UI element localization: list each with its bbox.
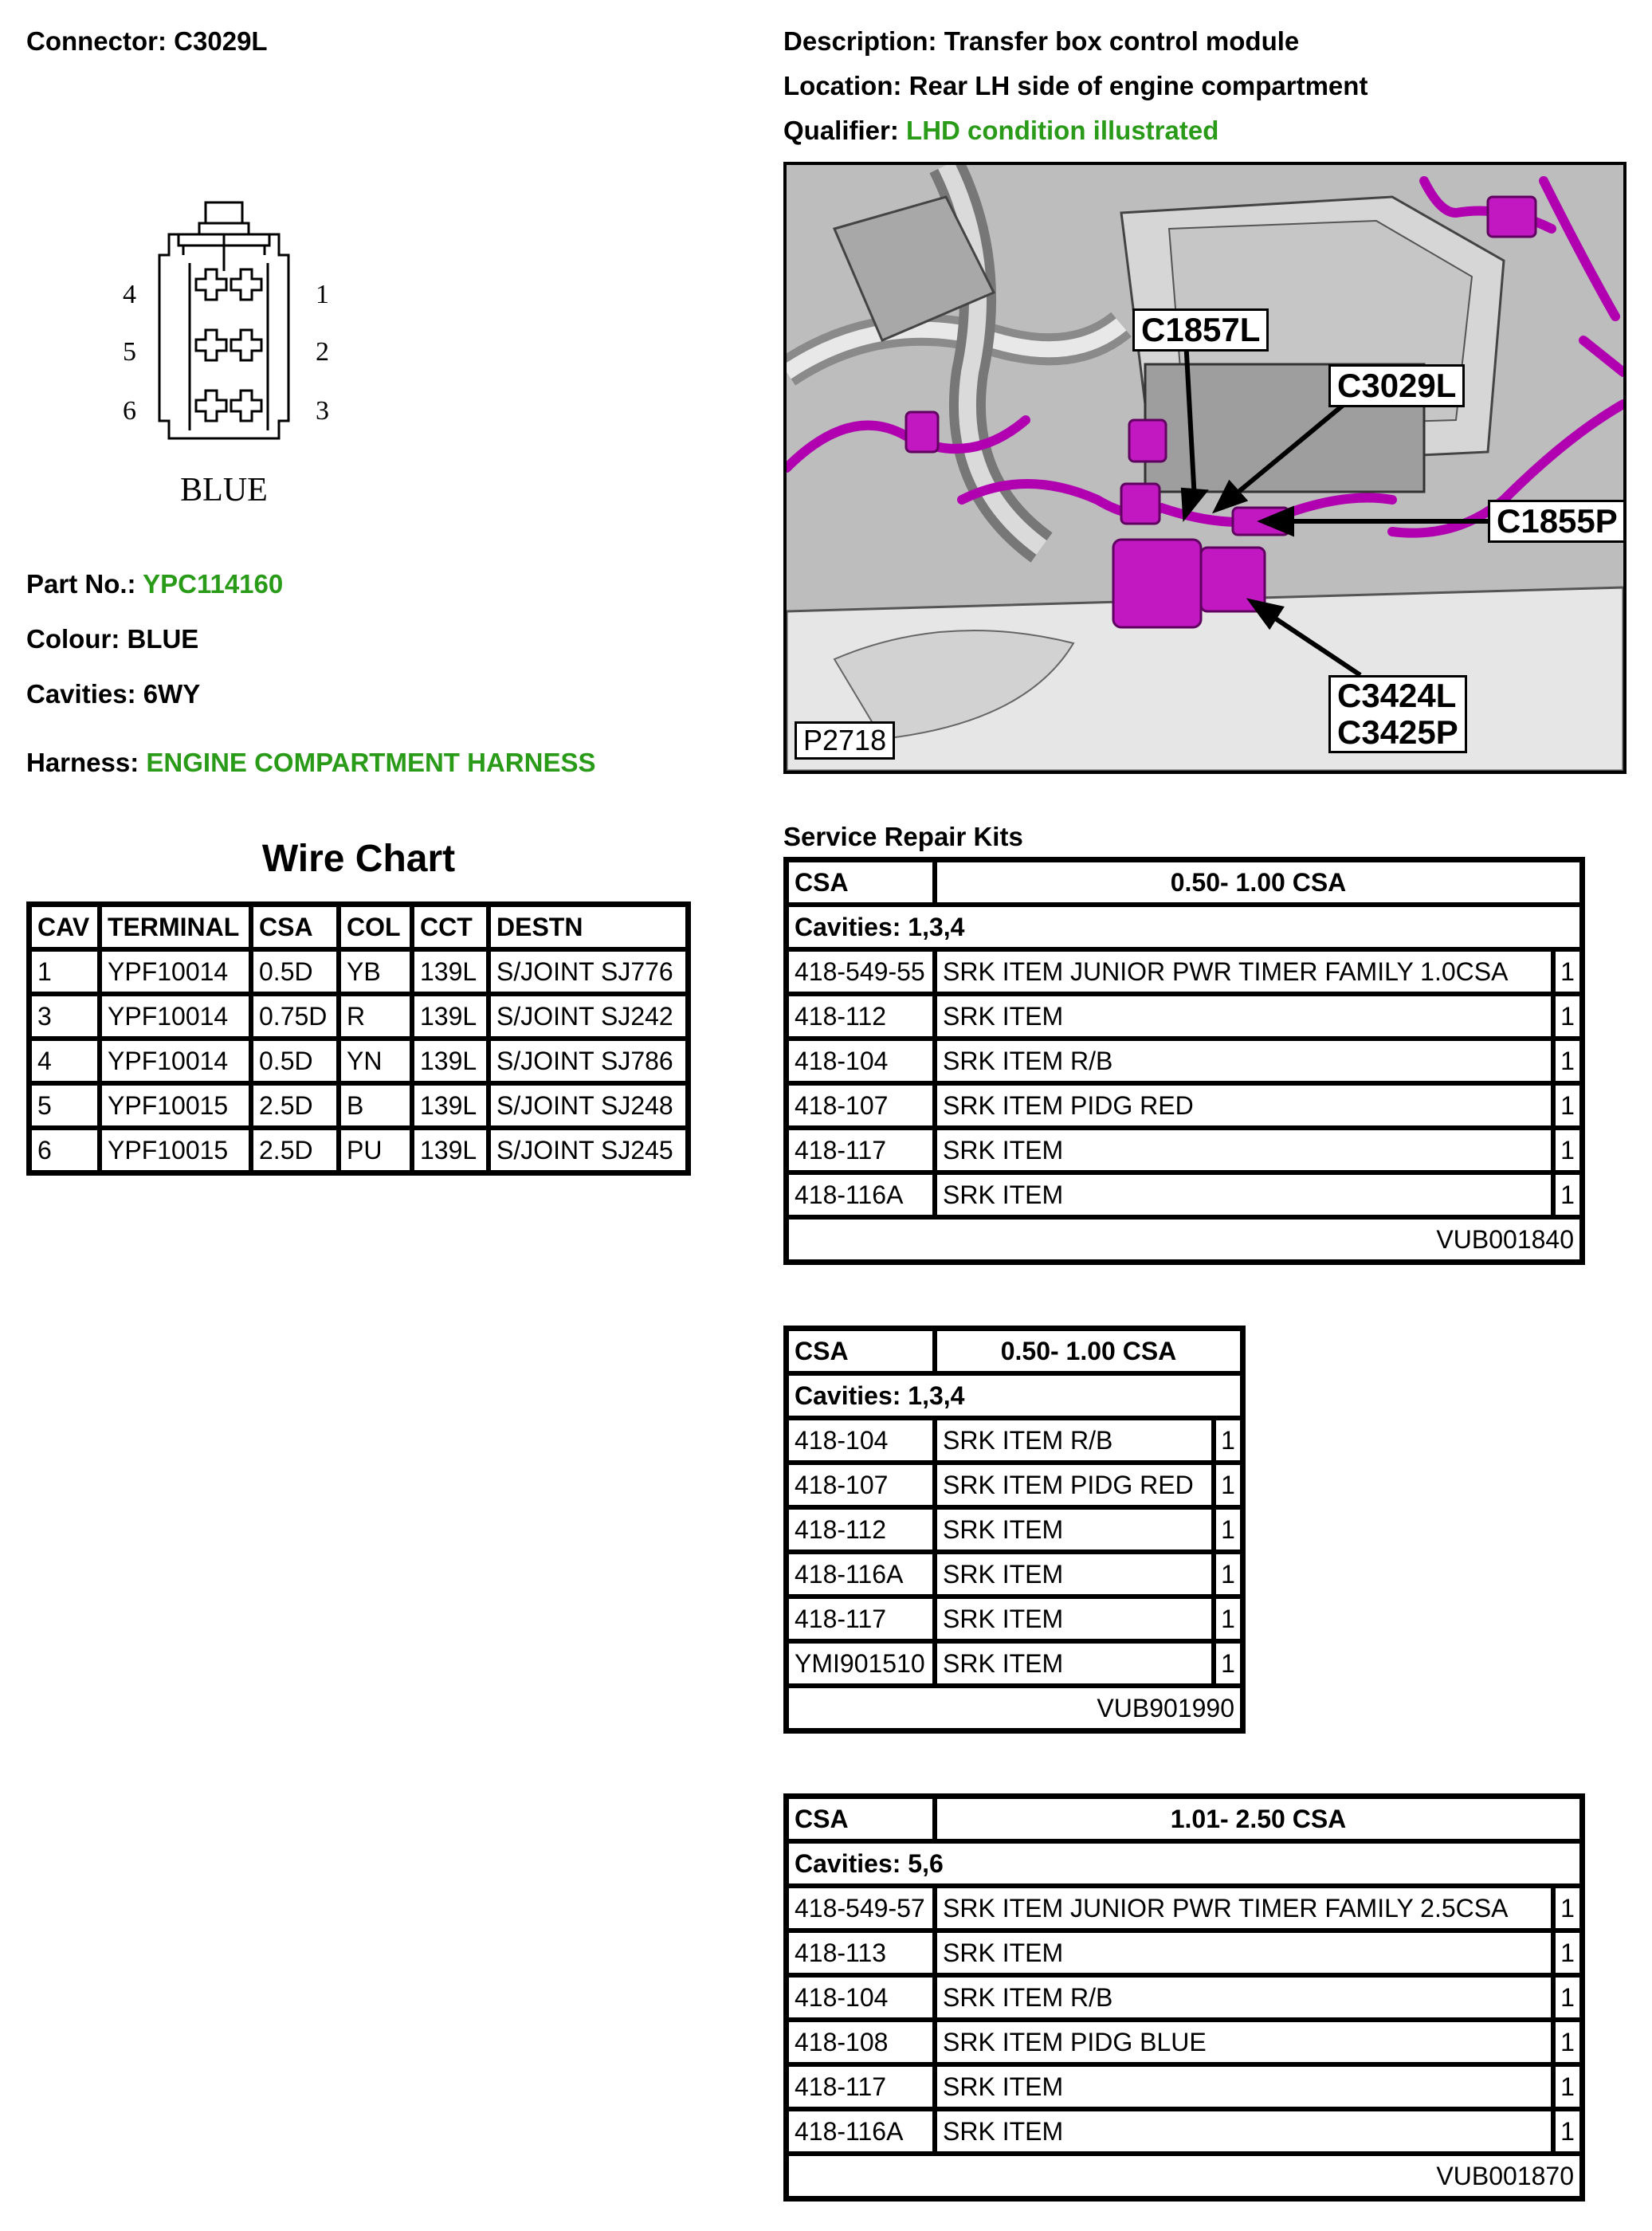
wire-chart-cell: S/JOINT SJ786 bbox=[489, 1039, 688, 1083]
srk-item-row bbox=[787, 1463, 1242, 1507]
srk-quantity: 1 bbox=[1553, 1128, 1582, 1172]
srk-part-number: 418-549-57 bbox=[787, 1886, 935, 1931]
wire-chart-cell: 0.5D bbox=[251, 1039, 339, 1083]
srk-kit-number: VUB901990 bbox=[787, 1686, 1242, 1730]
wire-chart-row bbox=[29, 994, 688, 1039]
srk-quantity: 1 bbox=[1214, 1418, 1242, 1463]
srk-item-row bbox=[787, 1083, 1582, 1128]
srk-kit-number: VUB001840 bbox=[787, 1217, 1582, 1262]
srk-part-number: 418-107 bbox=[787, 1463, 935, 1507]
srk-part-number: 418-108 bbox=[787, 2020, 935, 2064]
wire-chart-cell: 3 bbox=[29, 994, 100, 1039]
srk-csa-label: CSA bbox=[787, 1329, 935, 1373]
connector-label: Connector: bbox=[26, 26, 167, 56]
srk-item-row bbox=[787, 1931, 1582, 1975]
srk-kit-number: VUB001870 bbox=[787, 2154, 1582, 2198]
srk-cavities: Cavities: 1,3,4 bbox=[787, 905, 1582, 949]
wire-chart-cell: B bbox=[339, 1083, 412, 1128]
part-no-line bbox=[26, 568, 283, 600]
wire-chart-cell: 1 bbox=[29, 949, 100, 994]
harness-value: ENGINE COMPARTMENT HARNESS bbox=[146, 748, 596, 777]
wire-chart-cell: YPF10014 bbox=[100, 949, 251, 994]
wire-chart-header: TERMINAL bbox=[100, 905, 251, 949]
description-line bbox=[783, 26, 1299, 57]
srk-quantity: 1 bbox=[1553, 1886, 1582, 1931]
srk-item-description: SRK ITEM bbox=[935, 1507, 1214, 1552]
srk-item-row bbox=[787, 1128, 1582, 1172]
srk-item-description: SRK ITEM bbox=[935, 1597, 1214, 1641]
srk-item-row bbox=[787, 949, 1582, 994]
srk-kit-table bbox=[783, 1326, 1246, 1734]
srk-item-description: SRK ITEM bbox=[935, 1128, 1553, 1172]
wire-chart-row bbox=[29, 1039, 688, 1083]
srk-csa-label: CSA bbox=[787, 860, 935, 905]
srk-item-description: SRK ITEM R/B bbox=[935, 1975, 1553, 2020]
srk-item-description: SRK ITEM bbox=[935, 1552, 1214, 1597]
srk-item-row bbox=[787, 1507, 1242, 1552]
srk-part-number: 418-104 bbox=[787, 1039, 935, 1083]
srk-quantity: 1 bbox=[1553, 2109, 1582, 2154]
srk-item-row bbox=[787, 1886, 1582, 1931]
wire-chart-cell: 2.5D bbox=[251, 1083, 339, 1128]
srk-cavities: Cavities: 5,6 bbox=[787, 1841, 1582, 1886]
srk-csa-range: 0.50- 1.00 CSA bbox=[935, 860, 1582, 905]
wire-chart-cell: S/JOINT SJ242 bbox=[489, 994, 688, 1039]
srk-item-description: SRK ITEM PIDG RED bbox=[935, 1463, 1214, 1507]
wire-chart-cell: 0.75D bbox=[251, 994, 339, 1039]
qualifier-label: Qualifier: bbox=[783, 116, 899, 145]
part-no-value: YPC114160 bbox=[143, 569, 284, 599]
srk-item-description: SRK ITEM bbox=[935, 994, 1553, 1039]
colour-value: BLUE bbox=[127, 624, 199, 654]
srk-quantity: 1 bbox=[1214, 1641, 1242, 1686]
callout-c3424l-c3425p bbox=[1328, 675, 1467, 753]
srk-csa-label: CSA bbox=[787, 1797, 935, 1841]
srk-item-description: SRK ITEM bbox=[935, 1641, 1214, 1686]
wire-chart-cell: 4 bbox=[29, 1039, 100, 1083]
wire-chart-header: CCT bbox=[412, 905, 489, 949]
wire-chart-cell: YPF10015 bbox=[100, 1128, 251, 1172]
srk-part-number: 418-117 bbox=[787, 1128, 935, 1172]
srk-quantity: 1 bbox=[1553, 1975, 1582, 2020]
srk-quantity: 1 bbox=[1553, 1039, 1582, 1083]
cavity-crosses bbox=[190, 263, 268, 430]
srk-item-row bbox=[787, 994, 1582, 1039]
cavities-label: Cavities: bbox=[26, 679, 136, 709]
diagram-colour-caption: BLUE bbox=[180, 472, 268, 509]
wire-chart-cell: 139L bbox=[412, 1083, 489, 1128]
wire-chart-cell: 139L bbox=[412, 949, 489, 994]
wire-chart-cell: 139L bbox=[412, 994, 489, 1039]
wire-chart-cell: 2.5D bbox=[251, 1128, 339, 1172]
wire-chart-header-row bbox=[29, 905, 688, 949]
wire-chart-header: COL bbox=[339, 905, 412, 949]
srk-header-row bbox=[787, 1329, 1242, 1373]
srk-quantity: 1 bbox=[1553, 2064, 1582, 2109]
wire-chart-cell: 5 bbox=[29, 1083, 100, 1128]
srk-part-number: 418-117 bbox=[787, 2064, 935, 2109]
srk-csa-range: 0.50- 1.00 CSA bbox=[935, 1329, 1242, 1373]
srk-item-row bbox=[787, 2109, 1582, 2154]
srk-cavities-row bbox=[787, 905, 1582, 949]
wire-chart-cell: 0.5D bbox=[251, 949, 339, 994]
srk-kit-number-row bbox=[787, 2154, 1582, 2198]
srk-part-number: 418-104 bbox=[787, 1975, 935, 2020]
srk-item-description: SRK ITEM PIDG RED bbox=[935, 1083, 1553, 1128]
srk-header-row bbox=[787, 860, 1582, 905]
srk-item-description: SRK ITEM bbox=[935, 1931, 1553, 1975]
srk-csa-range: 1.01- 2.50 CSA bbox=[935, 1797, 1582, 1841]
description-label: Description: bbox=[783, 26, 937, 56]
wire-chart-cell: S/JOINT SJ245 bbox=[489, 1128, 688, 1172]
srk-item-row bbox=[787, 1641, 1242, 1686]
srk-item-description: SRK ITEM R/B bbox=[935, 1039, 1553, 1083]
harness-label: Harness: bbox=[26, 748, 139, 777]
srk-quantity: 1 bbox=[1553, 994, 1582, 1039]
photo-reference: P2718 bbox=[795, 721, 895, 760]
srk-part-number: YMI901510 bbox=[787, 1641, 935, 1686]
srk-item-row bbox=[787, 1418, 1242, 1463]
srk-part-number: 418-104 bbox=[787, 1418, 935, 1463]
callout-c3425p: C3425P bbox=[1337, 713, 1458, 751]
description-value: Transfer box control module bbox=[944, 26, 1300, 56]
srk-item-row bbox=[787, 1552, 1242, 1597]
srk-cavities-row bbox=[787, 1373, 1242, 1418]
pin-label-5: 5 bbox=[123, 337, 136, 367]
connector-value: C3029L bbox=[174, 26, 268, 56]
pin-label-6: 6 bbox=[123, 396, 136, 426]
cavities-line bbox=[26, 678, 200, 710]
callout-c1855p: C1855P bbox=[1488, 500, 1626, 543]
srk-part-number: 418-116A bbox=[787, 2109, 935, 2154]
srk-kit-table bbox=[783, 1793, 1585, 2202]
srk-part-number: 418-112 bbox=[787, 994, 935, 1039]
wire-chart-cell: S/JOINT SJ248 bbox=[489, 1083, 688, 1128]
wire-chart-row bbox=[29, 1128, 688, 1172]
location-label: Location: bbox=[783, 71, 902, 100]
srk-item-description: SRK ITEM PIDG BLUE bbox=[935, 2020, 1553, 2064]
engine-drawing bbox=[787, 165, 1623, 771]
srk-kit-number-row bbox=[787, 1686, 1242, 1730]
wire-chart-title: Wire Chart bbox=[261, 838, 456, 880]
harness-line bbox=[26, 747, 595, 779]
srk-quantity: 1 bbox=[1214, 1597, 1242, 1641]
wire-chart-row bbox=[29, 1083, 688, 1128]
connector-line bbox=[26, 26, 268, 57]
wire-chart-row bbox=[29, 949, 688, 994]
pin-label-2: 2 bbox=[316, 337, 329, 367]
srk-item-description: SRK ITEM JUNIOR PWR TIMER FAMILY 1.0CSA bbox=[935, 949, 1553, 994]
srk-part-number: 418-112 bbox=[787, 1507, 935, 1552]
srk-quantity: 1 bbox=[1553, 949, 1582, 994]
srk-quantity: 1 bbox=[1553, 1083, 1582, 1128]
srk-item-row bbox=[787, 2020, 1582, 2064]
srk-quantity: 1 bbox=[1214, 1507, 1242, 1552]
wire-chart-cell: 6 bbox=[29, 1128, 100, 1172]
srk-cavities-row bbox=[787, 1841, 1582, 1886]
location-line bbox=[783, 70, 1368, 102]
srk-quantity: 1 bbox=[1214, 1463, 1242, 1507]
srk-title: Service Repair Kits bbox=[783, 822, 1023, 851]
srk-part-number: 418-107 bbox=[787, 1083, 935, 1128]
srk-item-description: SRK ITEM JUNIOR PWR TIMER FAMILY 2.5CSA bbox=[935, 1886, 1553, 1931]
colour-label: Colour: bbox=[26, 624, 120, 654]
colour-line bbox=[26, 623, 198, 655]
callout-c3029l: C3029L bbox=[1328, 364, 1465, 407]
srk-part-number: 418-116A bbox=[787, 1552, 935, 1597]
srk-kit-table bbox=[783, 857, 1585, 1265]
srk-part-number: 418-117 bbox=[787, 1597, 935, 1641]
srk-item-row bbox=[787, 1039, 1582, 1083]
qualifier-line bbox=[783, 115, 1218, 147]
engine-compartment-illustration bbox=[783, 162, 1626, 774]
srk-part-number: 418-116A bbox=[787, 1172, 935, 1217]
pin-label-3: 3 bbox=[316, 396, 329, 426]
srk-header-row bbox=[787, 1797, 1582, 1841]
srk-item-row bbox=[787, 1597, 1242, 1641]
srk-part-number: 418-113 bbox=[787, 1931, 935, 1975]
location-value: Rear LH side of engine compartment bbox=[908, 71, 1368, 100]
srk-part-number: 418-549-55 bbox=[787, 949, 935, 994]
srk-quantity: 1 bbox=[1553, 1931, 1582, 1975]
pin-label-4: 4 bbox=[123, 280, 136, 309]
wire-chart-cell: YB bbox=[339, 949, 412, 994]
qualifier-value: LHD condition illustrated bbox=[906, 116, 1219, 145]
srk-quantity: 1 bbox=[1553, 2020, 1582, 2064]
callout-c3424l: C3424L bbox=[1337, 677, 1457, 714]
wire-chart-cell: PU bbox=[339, 1128, 412, 1172]
wire-chart-cell: YPF10014 bbox=[100, 994, 251, 1039]
wire-chart-header: DESTN bbox=[489, 905, 688, 949]
callout-c1857l: C1857L bbox=[1132, 308, 1269, 352]
srk-item-description: SRK ITEM bbox=[935, 2109, 1553, 2154]
wire-chart-cell: 139L bbox=[412, 1039, 489, 1083]
srk-item-row bbox=[787, 1172, 1582, 1217]
wire-chart-cell: YPF10014 bbox=[100, 1039, 251, 1083]
wire-chart-cell: 139L bbox=[412, 1128, 489, 1172]
pin-label-1: 1 bbox=[316, 280, 329, 309]
srk-cavities: Cavities: 1,3,4 bbox=[787, 1373, 1242, 1418]
wire-chart-cell: YN bbox=[339, 1039, 412, 1083]
connector-face-diagram bbox=[112, 199, 351, 518]
wire-chart-table bbox=[26, 901, 691, 1176]
srk-quantity: 1 bbox=[1214, 1552, 1242, 1597]
wire-chart-header: CAV bbox=[29, 905, 100, 949]
srk-item-description: SRK ITEM bbox=[935, 1172, 1553, 1217]
part-no-label: Part No.: bbox=[26, 569, 136, 599]
srk-quantity: 1 bbox=[1553, 1172, 1582, 1217]
srk-item-description: SRK ITEM bbox=[935, 2064, 1553, 2109]
wire-chart-cell: YPF10015 bbox=[100, 1083, 251, 1128]
srk-item-row bbox=[787, 1975, 1582, 2020]
srk-item-row bbox=[787, 2064, 1582, 2109]
wire-chart-cell: R bbox=[339, 994, 412, 1039]
srk-item-description: SRK ITEM R/B bbox=[935, 1418, 1214, 1463]
wire-chart-header: CSA bbox=[251, 905, 339, 949]
srk-kit-number-row bbox=[787, 1217, 1582, 1262]
wire-chart-cell: S/JOINT SJ776 bbox=[489, 949, 688, 994]
cavities-value: 6WY bbox=[143, 679, 201, 709]
